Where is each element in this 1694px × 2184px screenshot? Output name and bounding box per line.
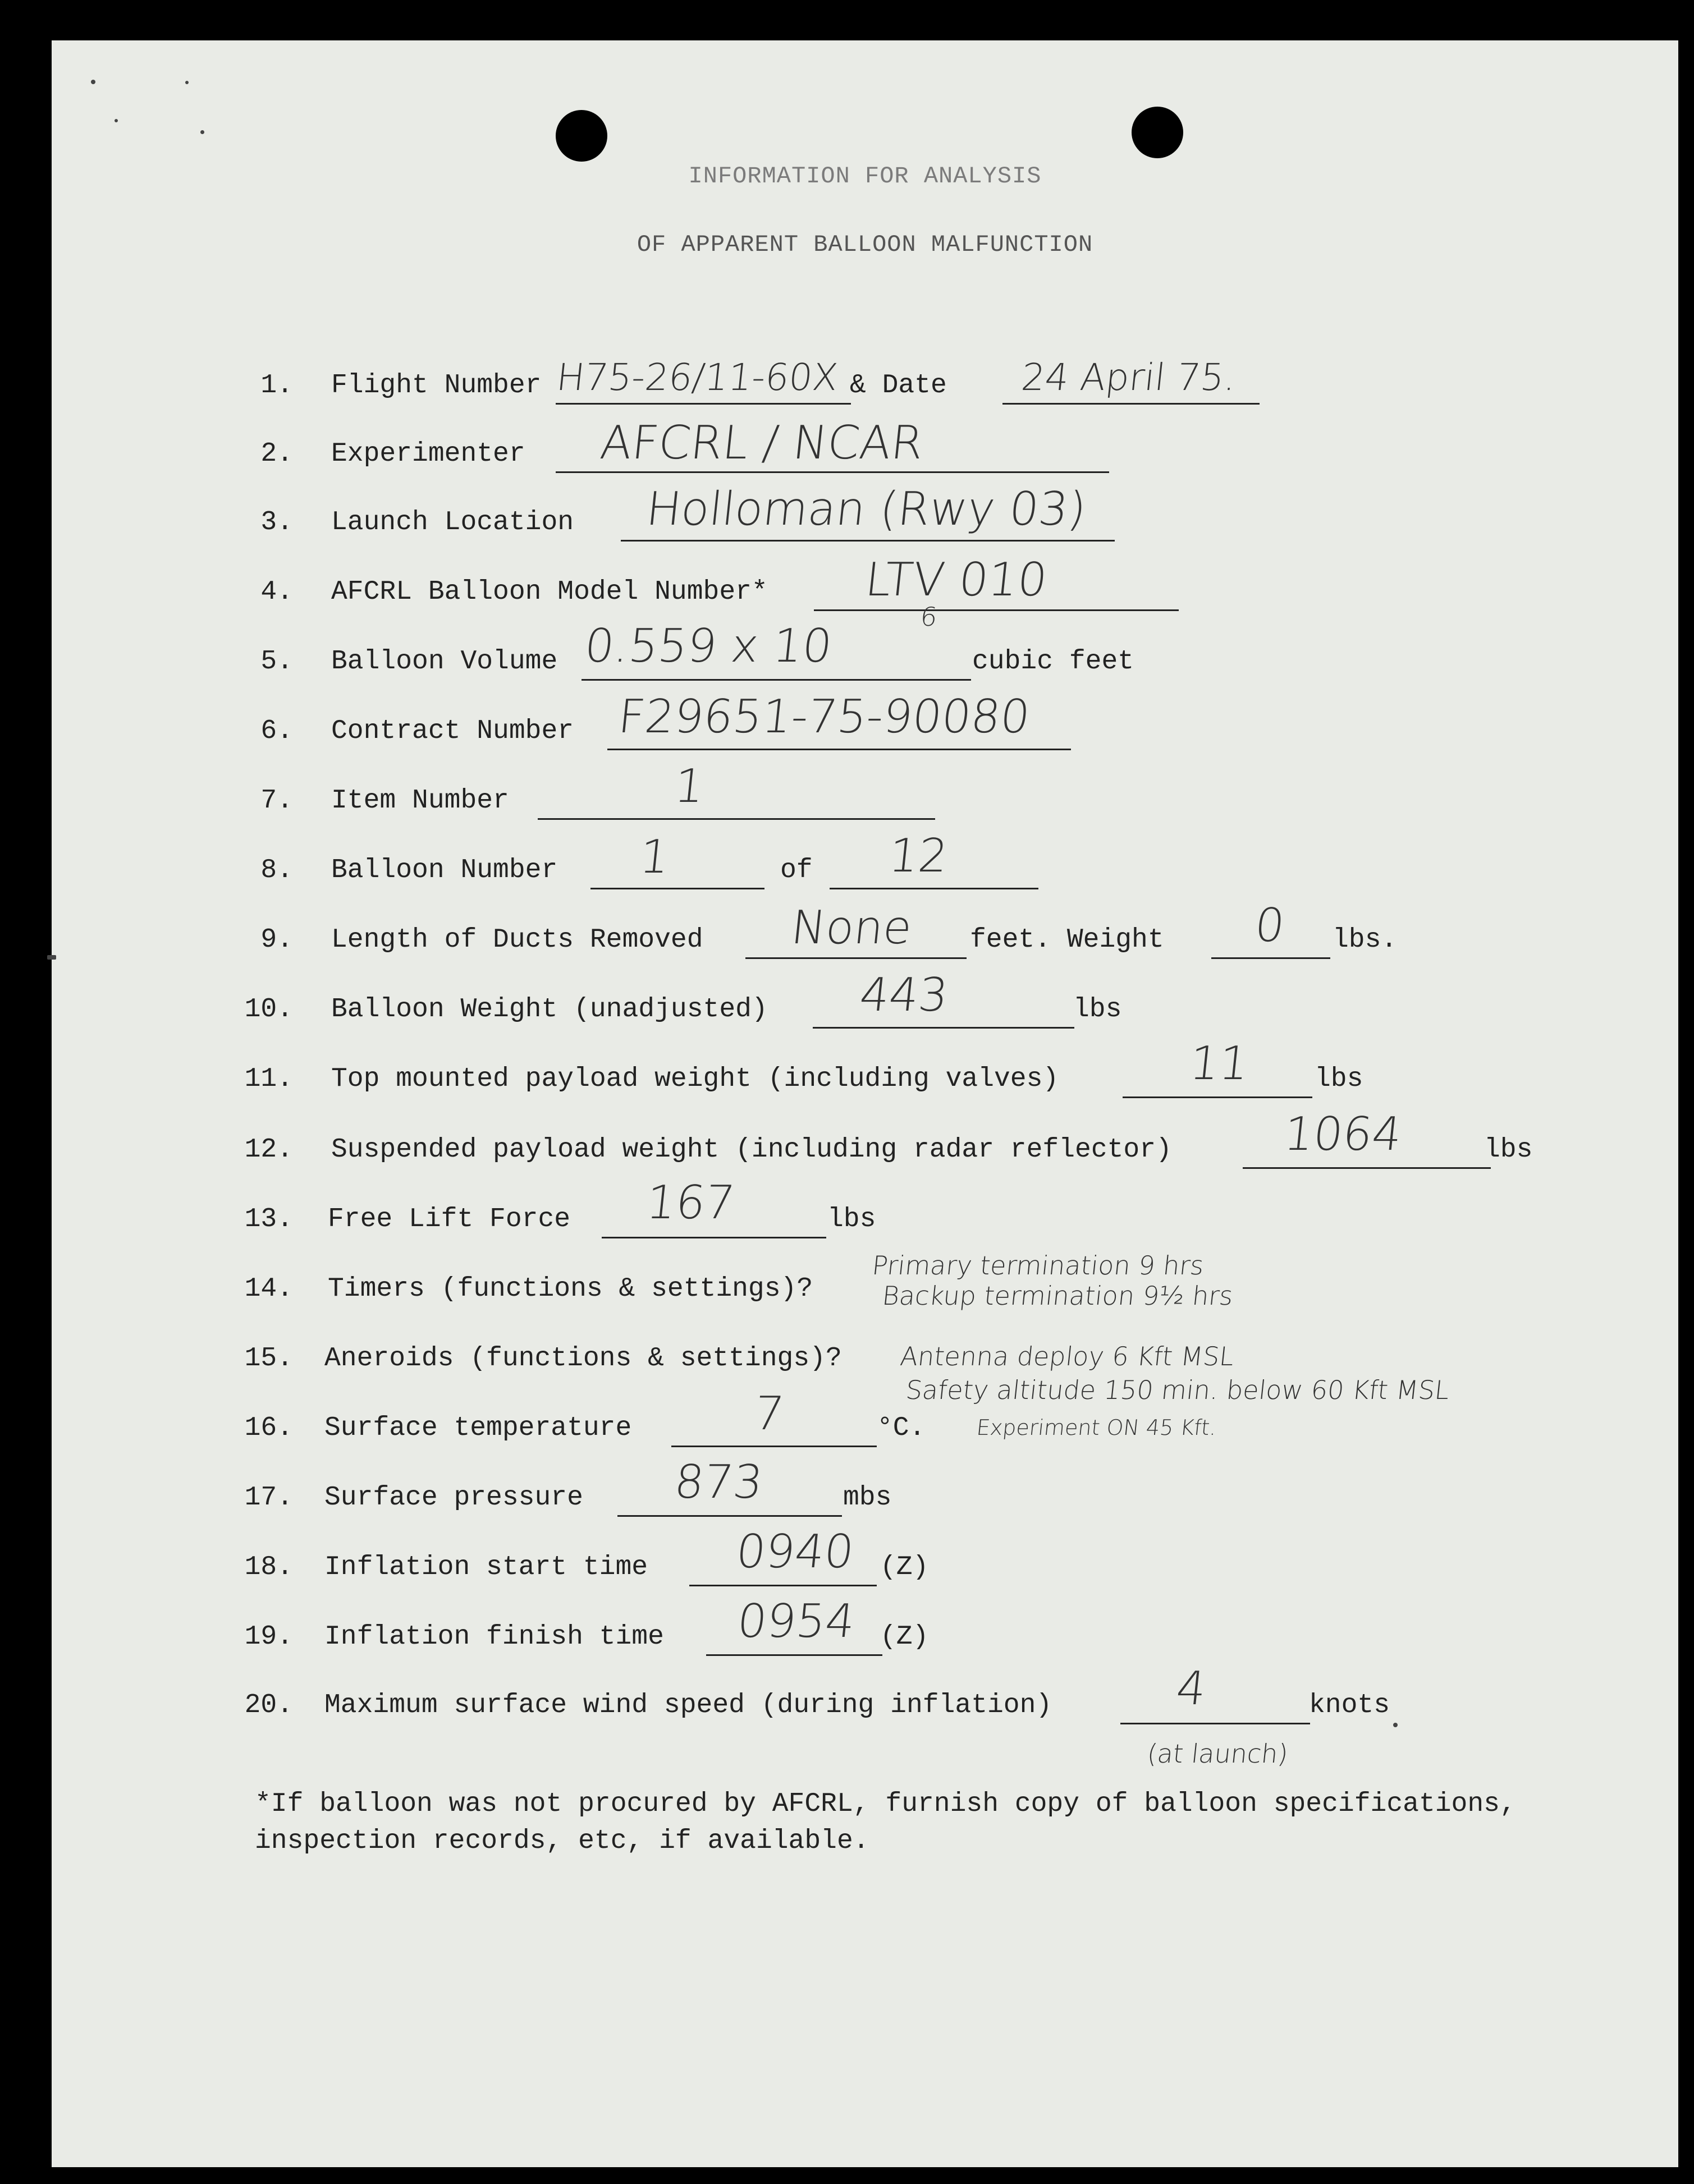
item-label-date: & Date (850, 370, 947, 401)
form-title-line2: OF APPARENT BALLOON MALFUNCTION (637, 231, 1093, 258)
footnote-line1: *If balloon was not procured by AFCRL, furnish copy of balloon specifications, (255, 1789, 1516, 1819)
item-unit: (Z) (880, 1552, 929, 1582)
item-number: 10. (244, 994, 293, 1025)
item-label: Balloon Weight (unadjusted) (331, 994, 768, 1025)
answer-line (617, 1515, 842, 1517)
item-label-weight: feet. Weight (970, 925, 1164, 955)
item-label: Aneroids (functions & settings)? (324, 1343, 842, 1374)
item-number: 8. (260, 855, 293, 885)
item-unit: °C. (877, 1413, 926, 1443)
handwritten-timer-note: Backup termination 9½ hrs (881, 1281, 1235, 1311)
handwritten-ducts-removed: None (789, 901, 914, 955)
item-number: 16. (244, 1413, 293, 1443)
item-label: Surface temperature (324, 1413, 632, 1443)
answer-line (556, 471, 1109, 473)
item-unit: knots (1309, 1690, 1390, 1720)
item-label: Launch Location (331, 507, 574, 538)
item-label: Length of Ducts Removed (331, 925, 703, 955)
answer-line (602, 1237, 826, 1238)
item-unit: cubic feet (972, 646, 1134, 677)
answer-line (1211, 957, 1330, 959)
handwritten-contract-number: F29651-75-90080 (616, 690, 1033, 744)
item-label: Inflation start time (324, 1552, 648, 1582)
footnote-line2: inspection records, etc, if available. (255, 1826, 869, 1856)
handwritten-balloon-total: 12 (886, 829, 951, 883)
item-number: 3. (260, 507, 293, 538)
answer-line (621, 540, 1115, 542)
answer-line (607, 749, 1071, 750)
item-label: Experimenter (331, 439, 525, 469)
handwritten-aneroid-note: Safety altitude 150 min. below 60 Kft MSL (904, 1375, 1451, 1405)
item-unit: lbs (827, 1204, 876, 1235)
item-number: 1. (260, 370, 293, 401)
item-unit: lbs. (1333, 925, 1398, 955)
item-label: Free Lift Force (328, 1204, 571, 1235)
item-number: 4. (260, 577, 293, 607)
handwritten-balloon-volume: 0.559 x 10 (582, 620, 835, 673)
answer-line (1123, 1096, 1312, 1098)
form-page (52, 40, 1678, 2167)
item-label: Timers (functions & settings)? (328, 1274, 813, 1304)
handwritten-inflation-start: 0940 (734, 1525, 857, 1579)
handwritten-launch-location: Holloman (Rwy 03) (644, 483, 1089, 536)
item-number: 6. (260, 716, 293, 746)
handwritten-max-wind: 4 (1174, 1662, 1209, 1715)
item-label: Balloon Number (331, 855, 558, 885)
item-unit: mbs (843, 1483, 892, 1513)
handwritten-experimenter: AFCRL / NCAR (598, 416, 926, 470)
scan-speck (47, 955, 56, 960)
handwritten-balloon-number: 1 (637, 831, 672, 884)
handwritten-suspended-payload: 1064 (1281, 1108, 1404, 1161)
item-label: Top mounted payload weight (including valves) (331, 1064, 1059, 1094)
handwritten-wind-note: (at launch) (1146, 1738, 1290, 1769)
item-unit: lbs (1484, 1135, 1533, 1165)
item-number: 19. (244, 1622, 293, 1652)
handwritten-surface-temperature: 7 (752, 1387, 787, 1440)
answer-line (556, 403, 851, 405)
scan-speck (115, 119, 118, 122)
item-number: 14. (244, 1274, 293, 1304)
handwritten-top-payload: 11 (1187, 1037, 1252, 1090)
answer-line (671, 1446, 877, 1447)
punch-hole-right (1132, 107, 1183, 158)
handwritten-surface-pressure: 873 (672, 1456, 766, 1509)
answer-line (745, 957, 967, 959)
item-unit: lbs (1315, 1064, 1363, 1094)
answer-line (1120, 1723, 1310, 1724)
answer-line (706, 1654, 882, 1656)
item-label: AFCRL Balloon Model Number* (331, 577, 768, 607)
item-number: 17. (244, 1483, 293, 1513)
handwritten-model-number: LTV 010 (863, 553, 1050, 607)
item-number: 9. (260, 925, 293, 955)
item-label: Inflation finish time (324, 1622, 664, 1652)
handwritten-balloon-weight: 443 (857, 969, 951, 1022)
handwritten-aneroid-note: Antenna deploy 6 Kft MSL (899, 1341, 1236, 1371)
item-number: 7. (260, 786, 293, 816)
item-number: 5. (260, 646, 293, 677)
item-label: Flight Number (331, 370, 542, 401)
item-number: 12. (244, 1135, 293, 1165)
scan-speck (200, 130, 204, 134)
item-number: 2. (260, 439, 293, 469)
item-label: Maximum surface wind speed (during inflation) (324, 1690, 1052, 1720)
handwritten-volume-exponent: 6 (919, 602, 939, 632)
answer-line (538, 818, 935, 820)
item-unit: lbs (1073, 994, 1122, 1025)
item-unit: (Z) (880, 1622, 929, 1652)
handwritten-duct-weight: 0 (1252, 899, 1288, 952)
item-label: Surface pressure (324, 1483, 583, 1513)
answer-line (814, 609, 1179, 611)
item-label: Item Number (331, 786, 509, 816)
item-number: 13. (244, 1204, 293, 1235)
item-number: 15. (244, 1343, 293, 1374)
handwritten-timer-note: Primary termination 9 hrs (871, 1250, 1206, 1281)
item-number: 18. (244, 1552, 293, 1582)
scan-speck (1393, 1723, 1398, 1727)
handwritten-flight-number: H75-26/11-60X (554, 356, 840, 399)
handwritten-inflation-finish: 0954 (735, 1595, 858, 1648)
answer-line (830, 888, 1038, 889)
form-title-line1: INFORMATION FOR ANALYSIS (688, 163, 1042, 190)
handwritten-date: 24 April 75. (1019, 356, 1238, 399)
answer-line (1243, 1167, 1491, 1169)
handwritten-free-lift: 167 (644, 1176, 738, 1229)
scan-speck (91, 80, 95, 84)
answer-line (590, 888, 764, 889)
scan-speck (185, 81, 189, 84)
handwritten-aneroid-note: Experiment ON 45 Kft. (975, 1415, 1218, 1440)
punch-hole-left (556, 110, 607, 162)
item-label: Suspended payload weight (including radar reflector) (331, 1135, 1172, 1165)
item-number: 20. (244, 1690, 293, 1720)
answer-line (689, 1585, 877, 1586)
item-label: Balloon Volume (331, 646, 558, 677)
item-label: Contract Number (331, 716, 574, 746)
answer-line (582, 679, 971, 681)
handwritten-item-number: 1 (672, 760, 707, 813)
item-label-of: of (780, 855, 813, 885)
item-number: 11. (244, 1064, 293, 1094)
answer-line (1002, 403, 1260, 405)
answer-line (813, 1027, 1074, 1029)
